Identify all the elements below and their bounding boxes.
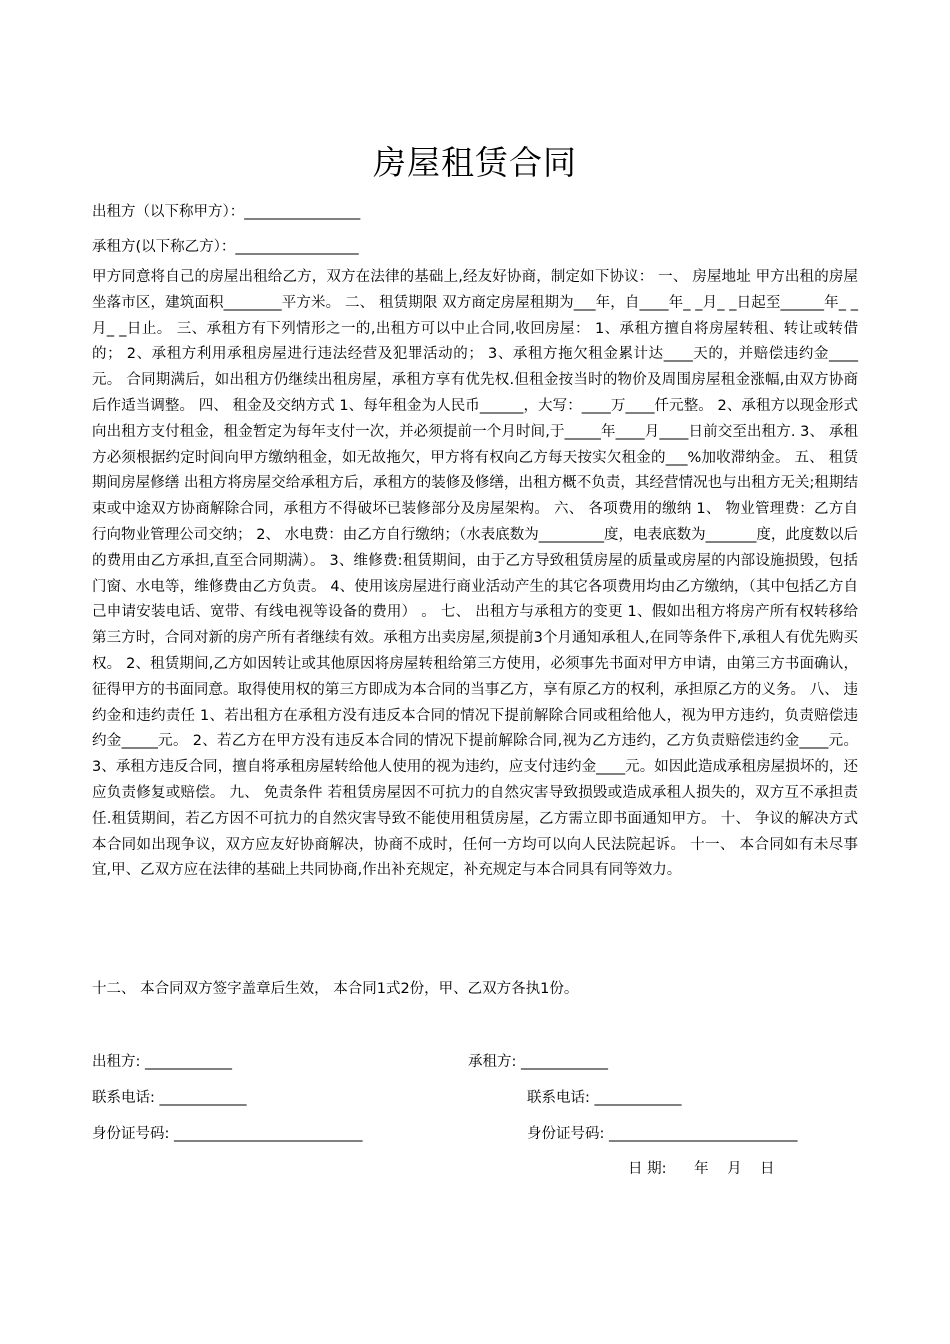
lessor-line: 出租方（以下称甲方）：________________: [92, 204, 361, 220]
lessor-signature-line: 出租方: ____________: [92, 1054, 232, 1070]
lessee-signature-line: 承租方: ____________: [468, 1054, 608, 1070]
date-line: 日 期: 年 月 日: [628, 1161, 775, 1177]
contract-body: 甲方同意将自己的房屋出租给乙方，双方在法律的基础上,经友好协商，制定如下协议： 一、 房屋地址 甲方出租的房屋坐落市区，建筑面积________平方米。 二、 租赁期限 双方商定房屋租期为___年，自____年_ _月_ _日起至______年_ _月_ _日止。 三、承租方有下列情形之一的,出租方可以中止合同,收回房屋： 1、承租方擅自将房屋转租、转让或转借的； 2、承租方利用承租房屋进行违法经营及犯罪活动的； 3、承租方拖欠租金累计达____天的，并赔偿违约金____元。 合同期满后，如出租方仍继续出租房屋，承租方享有优先权.但租金按当时的物价及周围房屋租金涨幅,由双方协商后作适当调整。 四、 租金及交纳方式 1、每年租金为人民币______，大写：____万____仟元整。 2、承租方以现金形式向出租方支付租金，租金暂定为每年支付一次，并必须提前一个月时间,于_____年____月____日前交至出租方. 3、 承租方必须根据约定时间向甲方缴纳租金，如无故拖欠，甲方将有权向乙方每天按实欠租金的___%加收滞纳金。 五、 租赁期间房屋修缮 出租方将房屋交给承租方后，承租方的装修及修缮，出租方概不负责，其经营情况也与出租方无关;租期结束或中途双方协商解除合同，承租方不得破坏已装修部分及房屋架构。 六、 各项费用的缴纳 1、 物业管理费：乙方自行向物业管理公司交纳； 2、 水电费：由乙方自行缴纳；（水表底数为_________度，电表底数为_______度，此度数以后的费用由乙方承担,直至合同期满）。 3、维修费:租赁期间，由于乙方导致租赁房屋的质量或房屋的内部设施损毁，包括门窗、水电等，维修费由乙方负责。 4、使用该房屋进行商业活动产生的其它各项费用均由乙方缴纳，（其中包括乙方自己申请安装电话、宽带、有线电视等设备的费用） 。 七、 出租方与承租方的变更 1、假如出租方将房产所有权转移给第三方时，合同对新的房产所有者继续有效。承租方出卖房屋,须提前3个月通知承租人,在同等条件下,承租人有优先购买权。 2、租赁期间,乙方如因转让或其他原因将房屋转租给第三方使用，必须事先书面对甲方申请，由第三方书面确认，征得甲方的书面同意。取得使用权的第三方即成为本合同的当事乙方，享有原乙方的权利，承担原乙方的义务。 八、 违约金和违约责任 1、若出租方在承租方没有违反本合同的情况下提前解除合同或租给他人，视为甲方违约，负责赔偿违约金_____元。 2、若乙方在甲方没有违反本合同的情况下提前解除合同,视为乙方违约，乙方负责赔偿违约金____元。3、承租方违反合同，擅自将承租房屋转给他人使用的视为违约，应支付违约金____元。如因此造成承租房屋损坏的，还应负责修复或赔偿。 九、 免责条件 若租赁房屋因不可抗力的自然灾害导致损毁或造成承租人损失的，双方互不承担责任.租赁期间，若乙方因不可抗力的自然灾害导致不能使用租赁房屋，乙方需立即书面通知甲方。 十、 争议的解决方式 本合同如出现争议，双方应友好协商解决，协商不成时，任何一方均可以向人民法院起诉。 十一、 本合同如有未尽事宜,甲、乙双方应在法律的基础上共同协商,作出补充规定，补充规定与本合同具有同等效力。: [92, 269, 858, 879]
lessor-id-line: 身份证号码: __________________________: [92, 1126, 363, 1142]
lessee-phone-line: 联系电话: ____________: [527, 1090, 682, 1106]
lessor-phone-line: 联系电话: ____________: [92, 1090, 247, 1106]
clause-12: 十二、 本合同双方签字盖章后生效， 本合同1式2份，甲、乙双方各执1份。: [92, 981, 579, 997]
lessee-line: 承租方(以下称乙方）：_________________: [92, 239, 359, 255]
document-title: 房屋租赁合同: [373, 143, 577, 182]
lessee-id-line: 身份证号码: __________________________: [527, 1126, 798, 1142]
